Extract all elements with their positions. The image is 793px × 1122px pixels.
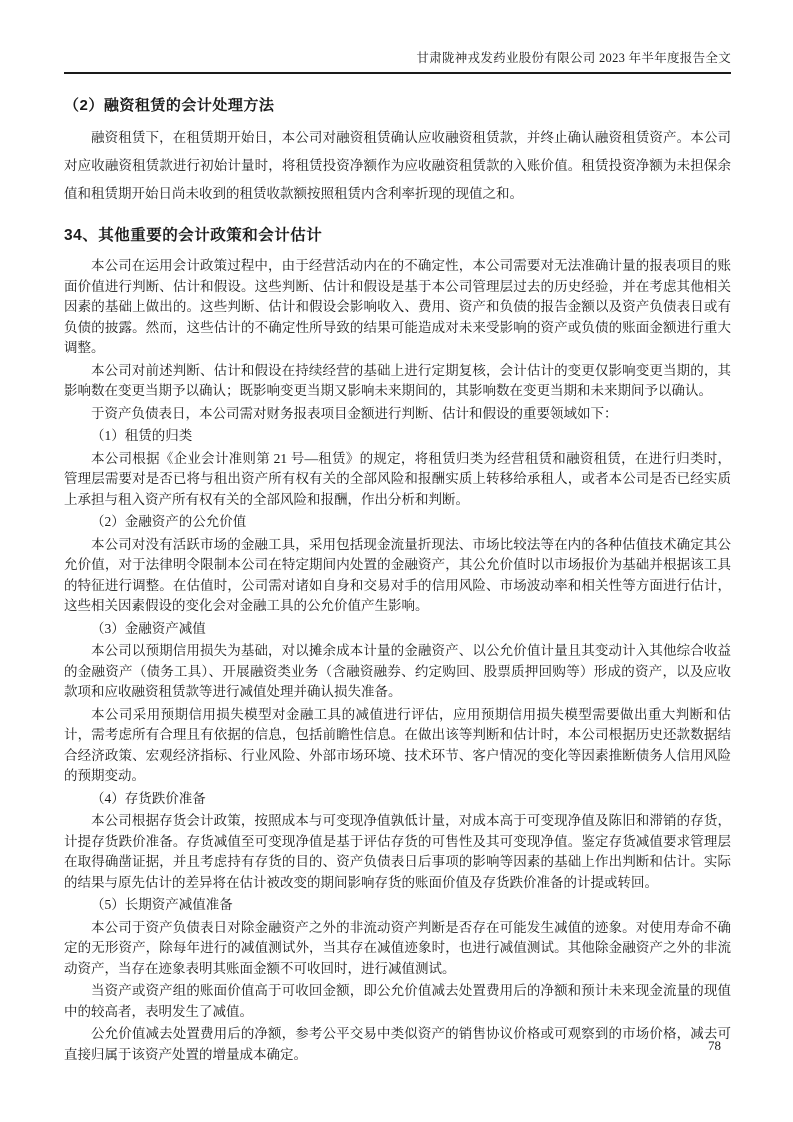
page-number: 78 xyxy=(708,1038,721,1053)
paragraph: 当资产或资产组的账面价值高于可收回金额，即公允价值减去处置费用后的净额和预计未来现金流量的现值中的较高者，表明发生了减值。 xyxy=(64,983,731,1019)
paragraph: 本公司在运用会计政策过程中，由于经营活动内在的不确定性，本公司需要对无法准确计量的报表项目的账面价值进行判断、估计和假设。这些判断、估计和假设是基于本公司管理层过去的历史经验，并在考虑其他相关因素的基础上做出的。这些判断、估计和假设会影响收入、费用、资产和负债的报告金额以及资产负债表日或有负债的披露。然而，这些估计的不确定性所导致的结果可能造成对未来受影响的资产或负债的账面金额进行重大调整。 xyxy=(64,258,731,355)
paragraph: 本公司根据《企业会计准则第 21 号—租赁》的规定，将租赁归类为经营租赁和融资租赁，在进行归类时，管理层需要对是否已将与租出资产所有权有关的全部风险和报酬实质上转移给承租人，或者本公司是否已经实质上承担与租入资产所有权有关的全部风险和报酬，作出分析和判断。 xyxy=(64,450,731,507)
clause-title-impairment: （3）金融资产减值 xyxy=(91,620,206,636)
paragraph: 本公司于资产负债表日对除金融资产之外的非流动资产判断是否存在可能发生减值的迹象。对使用寿命不确定的无形资产，除每年进行的减值测试外，当其存在减值迹象时，也进行减值测试。其他除金融资产之外的非流动资产，当存在迹象表明其账面金额不可收回时，进行减值测试。 xyxy=(64,919,731,976)
paragraph: 本公司对前述判断、估计和假设在持续经营的基础上进行定期复核，会计估计的变更仅影响变更当期的，其影响数在变更当期予以确认；既影响变更当期又影响未来期间的，其影响数在变更当期和未来期间予以确认。 xyxy=(64,362,731,398)
page-header xyxy=(64,50,731,74)
section-34-body xyxy=(64,256,731,1065)
paragraph: 于资产负债表日，本公司需对财务报表项目金额进行判断、估计和假设的重要领域如下： xyxy=(91,405,618,421)
report-title: 甘肃陇神戎发药业股份有限公司 2023 年半年度报告全文 xyxy=(416,51,731,65)
clause-title-longterm-impairment: （5）长期资产减值准备 xyxy=(91,897,233,912)
section-heading-34: 34、其他重要的会计政策和会计估计 xyxy=(64,227,323,244)
paragraph-finance-lease: 融资租赁下，在租赁期开始日，本公司对融资租赁确认应收融资租赁款，并终止确认融资租赁资产。本公司对应收融资租赁款进行初始计量时，将租赁投资净额作为应收融资租赁款的入账价值。租赁投资净额为未担保余值和租赁期开始日尚未收到的租赁收款额按照租赁内含利率折现的现值之和。 xyxy=(64,130,731,201)
paragraph: 公允价值减去处置费用后的净额，参考公平交易中类似资产的销售协议价格或可观察到的市场价格，减去可直接归属于该资产处置的增量成本确定。 xyxy=(64,1026,731,1062)
section-heading-finance-lease: （2）融资租赁的会计处理方法 xyxy=(64,97,275,114)
paragraph: 本公司对没有活跃市场的金融工具，采用包括现金流量折现法、市场比较法等在内的各种估值技术确定其公允价值，对于法律明令限制本公司在特定期间内处置的金融资产，其公允价值时以市场报价为基础并根据该工具的特征进行调整。在估值时，公司需对诸如自身和交易对手的信用风险、市场波动率和相关性等方面进行估计，这些相关因素假设的变化会对金融工具的公允价值产生影响。 xyxy=(64,536,731,613)
clause-title-lease-classification: （1）租赁的归类 xyxy=(91,428,193,443)
paragraph: 本公司根据存货会计政策，按照成本与可变现净值孰低计量，对成本高于可变现净值及陈旧和滞销的存货，计提存货跌价准备。存货减值至可变现净值是基于评估存货的可售性及其可变现净值。鉴定存货减值要求管理层在取得确凿证据，并且考虑持有存货的目的、资产负债表日后事项的影响等因素的基础上作出判断和估计。实际的结果与原先估计的差异将在估计被改变的期间影响存货的账面价值及存货跌价准备的计提或转回。 xyxy=(64,813,731,890)
clause-title-inventory-provision: （4）存货跌价准备 xyxy=(91,790,206,806)
paragraph: 本公司以预期信用损失为基础，对以摊余成本计量的金融资产、以公允价值计量且其变动计入其他综合收益的金融资产（债务工具）、开展融资类业务（含融资融券、约定购回、股票质押回购等）形成的资产，以及应收款项和应收融资租赁款等进行减值处理并确认损失准备。 xyxy=(64,643,731,699)
clause-title-fair-value: （2）金融资产的公允价值 xyxy=(91,514,247,529)
paragraph: 本公司采用预期信用损失模型对金融工具的减值进行评估，应用预期信用损失模型需要做出重大判断和估计，需考虑所有合理且有依据的信息，包括前瞻性信息。在做出该等判断和估计时，本公司根据历史还款数据结合经济政策、宏观经济指标、行业风险、外部市场环境、技术环节、客户情况的变化等因素推断债务人信用风险的预期变动。 xyxy=(64,706,731,783)
